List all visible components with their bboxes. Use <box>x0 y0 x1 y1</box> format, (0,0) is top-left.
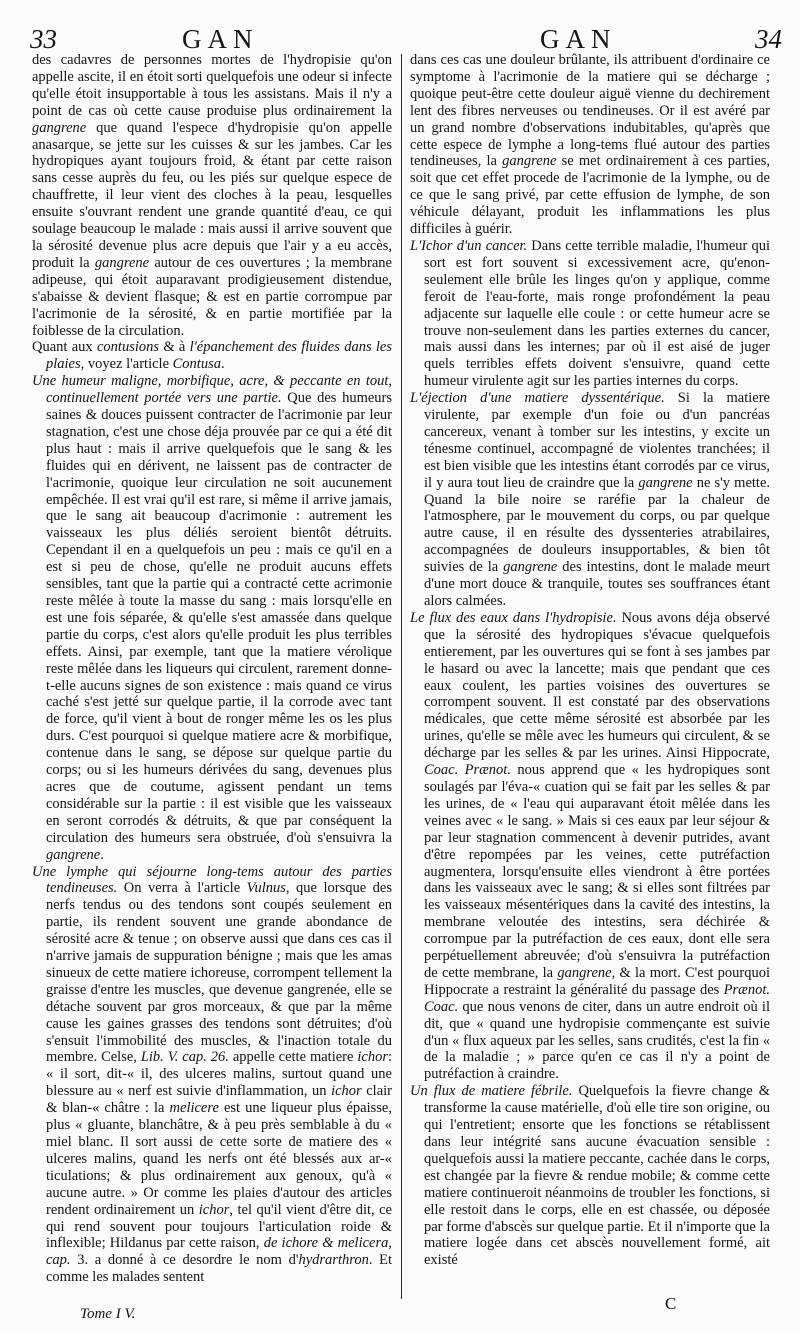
italic-text: Prænot. Coac. <box>424 981 770 1015</box>
italic-text: gangrene <box>94 254 150 271</box>
italic-text: melicere <box>169 1100 219 1117</box>
italic-text: contusions <box>96 339 160 356</box>
text-run: 3. a donné à ce desordre le nom d' <box>70 1252 299 1269</box>
text-run: dans ces cas une douleur brûlante, ils attribuent d'ordinaire ce symptome à l'acrimonie de la matiere qui se décharge ; quoique peut-être cette douleur aiguë vienne du dechirement lent des fibres nerveuses ou tendineuses. Or il est avéré par un grand nombre d'observations indubitables, qu'après que cette espece de lymphe a long-tems flué autour des parties tendineuses, la <box>410 52 770 170</box>
page-number-left: 33 <box>30 24 57 54</box>
italic-text: Lib. V. cap. 26. <box>140 1049 229 1066</box>
italic-text: ichor <box>198 1201 230 1218</box>
text-run: Si la matiere virulente, par exemple d'un foie ou d'un pancréas cancereux, venant à tomber sur les intestins, y excite un ténesme continuel, accompagné de violentes tranchées; il est bien visible que les intestins étant corrodés par ce virus, il y aura tout lieu de craindre que la <box>424 390 770 491</box>
italic-text: Contusa <box>172 356 221 373</box>
text-run: appelle cette matiere <box>228 1049 358 1066</box>
paragraph <box>32 339 392 373</box>
right-text-column <box>410 52 770 1269</box>
italic-text: gangrene <box>638 474 693 491</box>
italic-text: l'épanchement des fluides dans les plaies <box>46 339 392 373</box>
italic-text: Le flux des eaux dans l'hydropisie. <box>410 609 617 626</box>
italic-text: gangrene <box>502 153 557 170</box>
text-run: est une liqueur plus épaisse, plus « gluante, blanchâtre, & à peu près semblable à du « miel blanc. Il sort aussi de cette sorte de matiere des « ulceres malins, quand les nerfs ont été blessés aux ar-« ticulations; & plus ordinairement aux genoux, qu'à « aucune autre. » Or comme les plaies d'autour des articles rendent ordinairement un <box>46 1100 392 1218</box>
paragraph <box>410 238 770 390</box>
text-run: , <box>388 1235 393 1252</box>
italic-text: cap. <box>46 1252 71 1269</box>
text-run: que nous venons de citer, dans un autre endroit où il dit, que « quand une hydropisie commençante est suivie d'un « flux aqueux par les selles, sans crudités, c'est la fin « de la maladie ; » parce qu'en ce cas il n'y a point de putréfaction à craindre. <box>424 998 770 1083</box>
text-run: , tel qu'il vient d'être dit, ce qui rend souvent pour toujours l'articulation roide & inflexible; Hildanus par cette raison, <box>46 1201 392 1252</box>
text-run: Quelquefois la fievre change & transforme la cause matérielle, d'où elle tire son origine, ou qui l'entretient; ensorte que les fonctions se rétablissent dans leur intégrité sans aucune évacuation sensible : quelquefois aussi la matiere peccante, cachée dans le corps, est changée par la fievre & rendue mobile; & comme cette matiere continueroit néanmoins de troubler les fonctions, si elle restoit dans le corps, elle en est chassée, ou déposée par forme d'abscès sur quelque partie. Et il n'importe que la matiere logée dans cet abscès nouvellement formé, ait existé <box>424 1083 770 1269</box>
italic-text: de ichore & melicera <box>263 1235 389 1252</box>
text-run: , que lorsque des nerfs tendus ou des tendons sont coupés seulement en partie, ils rendent souvent une grande abondance de sérosité acre & tenue ; on observe aussi que dans ces cas il n'arrive jamais de suppuration bénigne ; mais que les amas sinueux de cette matiere ichoreuse, corrompent tellement la graisse d'entre les muscles, que devenue gangrenée, elle se détache souvent par gros morceaux, & que par la même cause les gaines grasses des tendons sont détruites; d'où s'ensuit l'immobilité des muscles, & l'inaction totale du membre. Celse, <box>46 880 392 1066</box>
italic-text: gangrene <box>46 846 101 863</box>
text-run: . <box>220 356 225 373</box>
volume-label: Tome I V. <box>80 1306 136 1322</box>
page-number-right: 34 <box>755 24 782 54</box>
running-head-left: GAN <box>182 24 259 54</box>
text-run: ne s'y mette. Quand la bile noire se raréfie par la chaleur de l'atmosphere, par le mouvement du corps, ou par quelque autre cause, il en résulte des dyssenteries atrabilaires, accompagnées de douleurs insupportables, & bien tôt suivies de la <box>424 474 770 576</box>
text-run: , voyez l'article <box>80 356 173 373</box>
column-divider <box>401 54 402 1299</box>
paragraph <box>32 52 392 339</box>
italic-text: Une lymphe qui séjourne long-tems autour des parties tendineuses. <box>32 863 392 897</box>
running-head-right: GAN <box>540 24 617 54</box>
text-run: , & la mort. C'est pourquoi Hippocrate a restraint la généralité du passage des <box>424 964 770 998</box>
text-run: Nous avons déja observé que la sérosité des hydropiques s'évacue quelquefois entierement, par les ouvertures qui se font à ses jambes par le hasard ou avec la lancette; mais que pendant que ces eaux coulent, les parties voisines des ouvertures se corrompent souvent. Il est constaté par des observations médicales, que cette même sérosité est absorbée par les urines, qu'elle se mêle avec les humeurs qui circulent, & se décharge par les selles & par les urines. Ainsi Hippocrate, <box>424 609 770 762</box>
paragraph <box>410 390 770 610</box>
text-run: Dans cette terrible maladie, l'humeur qui sort est fort souvent si excessivement acre, qu'enon-seulement elle brûle les linges qu'on y applique, comme feroit de l'eau-forte, mais ronge profondément la peau adjacente sur laquelle elle coule : or cette humeur acre se trouve non-seulement dans les parties externes du cancer, mais aussi dans les internes; par où il est aisé de juger quels terribles effets doivent s'ensuivre, quand cette humeur virulente agit sur les parties internes du corps. <box>424 237 770 390</box>
text-run: nous apprend que « les hydropiques sont soulagés par l'éva-« cuation qui se fait par les selles & par les urines, de « l'eau qui auparavant étoit mêlée dans les veines avec « le sang. » Mais si ces eaux par leur séjour & par leur stagnation commencent à devenir putrides, avant d'être repompées par les veines, cette putréfaction augmentera, lorsqu'ensuite elles viendront à être portées dans les vaisseaux avec le sang; & si elles sont filtrées par les vaisseaux mésentériques dans la cavité des intestins, la membrane veloutée des intestins, sera déchirée & corrompue par la putréfaction de ces eaux, dont elle sera perpétuellement abreuvée; d'où s'ensuivra la putréfaction de cette membrane, la <box>424 762 771 981</box>
paragraph <box>410 1083 770 1269</box>
italic-text: Une humeur maligne, morbifique, acre, & peccante en tout, continuellement portée vers une partie. <box>32 373 392 407</box>
text-run: Que des humeurs saines & douces puissent contracter de l'acrimonie par leur stagnation, c'est une chose déja prouvée par ce qui a été dit plus haut : mais il arrive quelquefois que le sang & les fluides qui en dérivent, ne laissent pas de contracter de l'acrimonie, quoique leur circulation ne soit aucunement empêchée. Il est vrai qu'il est rare, si même il arrive jamais, que le sang ait beaucoup d'acrimonie : autrement les vaisseaux les plus déliés seroient bientôt détruits. Cependant il en a quelquefois un peu : mais ce qu'il en a est si peu de chose, qu'elle ne produit aucuns effets sensibles, tant que la partie qui a contracté cette acrimonie reste mêlée à toute la masse du sang : mais lorsqu'elle en est une fois séparée, & qu'elle s'est amassée dans quelque partie du corps, c'est alors qu'elle produit les plus terribles effets. Ainsi, par exemple, tant que la matiere vérolique reste mêlée dans les liqueurs qui circulent, rarement donne-t-elle aucuns signes de son existence : mais quand ce virus caché s'est jetté sur quelque partie, il la corrode avec tant de force, qu'il vient à bout de ronger même les os les plus durs. C'est pourquoi si quelque matiere acre & morbifique, contenue dans le sang, se dépose sur quelque partie du corps; ou si les humeurs dérivées du sang, devenues plus acres que de coutume, agissent pendant un tems considérable sur la partie : il est visible que les vaisseaux en seront corrodés & détruits, & que par conséquent la circulation des humeurs sera obstruée, d'où s'ensuivra la <box>46 390 393 846</box>
text-run: autour de ces ouvertures ; la membrane adipeuse, qui étoit auparavant prodigieusement distendue, s'abaisse & devient flasque; & est en partie corrompue par l'acrimonie de la sérosité, & en partie mortifiée par la foiblesse de la circulation. <box>32 254 392 339</box>
italic-text: L'éjection d'une matiere dyssentérique. <box>410 390 665 407</box>
italic-text: Vulnus <box>246 880 286 897</box>
paragraph <box>32 373 392 863</box>
italic-text: L'Ichor d'un cancer. <box>410 237 528 254</box>
text-run: se met ordinairement à ces parties, soit que cet effet procede de l'acrimonie de la lymphe, ou de ce que le sang privé, par cette effusion de lymphe, de son véhicule délayant, produit les inflammations les plus difficiles à guérir. <box>410 153 770 238</box>
page-footer <box>0 1294 800 1330</box>
left-text-column <box>32 52 392 1286</box>
italic-text: gangrene <box>557 964 612 981</box>
paragraph <box>410 610 770 1083</box>
text-run: clair & blan-« châtre : la <box>46 1083 392 1117</box>
text-run: Quant aux <box>32 339 97 356</box>
text-run: des intestins, dont le malade meurt d'une mort douce & tranquile, toutes ses souffrances étant alors calmées. <box>424 559 770 609</box>
italic-text: gangrene <box>32 119 87 136</box>
text-run: . Et comme les malades sentent <box>46 1252 392 1286</box>
italic-text: ichor <box>331 1083 362 1100</box>
italic-text: Un flux de matiere fébrile. <box>410 1083 573 1100</box>
signature-mark: C <box>665 1294 677 1313</box>
paragraph <box>32 864 392 1287</box>
text-run: . <box>100 846 104 863</box>
text-run: que quand l'espece d'hydropisie qu'on appelle anasarque, se jette sur les cuisses & sur les jambes. Car les hydropiques ayant toujours froid, & étant par cette raison sans cesse auprès du feu, ou les piés sur quelque espece de chauffrette, il leur vient des cloches à la peau, lesquelles ensuite s'ouvrant rendent une grande quantité d'eau, ce qui soulage beaucoup le malade : mais aussi il arrive souvent que la sérosité devenue plus acre depuis que l'air y a eu accès, produit la <box>32 119 392 271</box>
italic-text: Coac. Prænot. <box>424 762 511 779</box>
text-run: : « il sort, dit-« il, des ulceres malins, surtout quand une blessure au « nerf est suivie d'inflammation, un <box>46 1049 392 1100</box>
italic-text: ichor <box>357 1049 388 1066</box>
italic-text: hydrarthron <box>298 1252 369 1269</box>
text-run: & à <box>159 339 190 356</box>
text-run: On verra à l'article <box>117 880 247 897</box>
paragraph <box>410 52 770 238</box>
italic-text: gangrene <box>503 559 558 576</box>
text-run: des cadavres de personnes mortes de l'hydropisie qu'on appelle ascite, il en étoit sorti quelquefois une odeur si infecte qu'elle étoit insupportable à tous les assistans. Mais il n'y a point de cas où cette cause produise plus ordinairement la <box>32 52 392 119</box>
